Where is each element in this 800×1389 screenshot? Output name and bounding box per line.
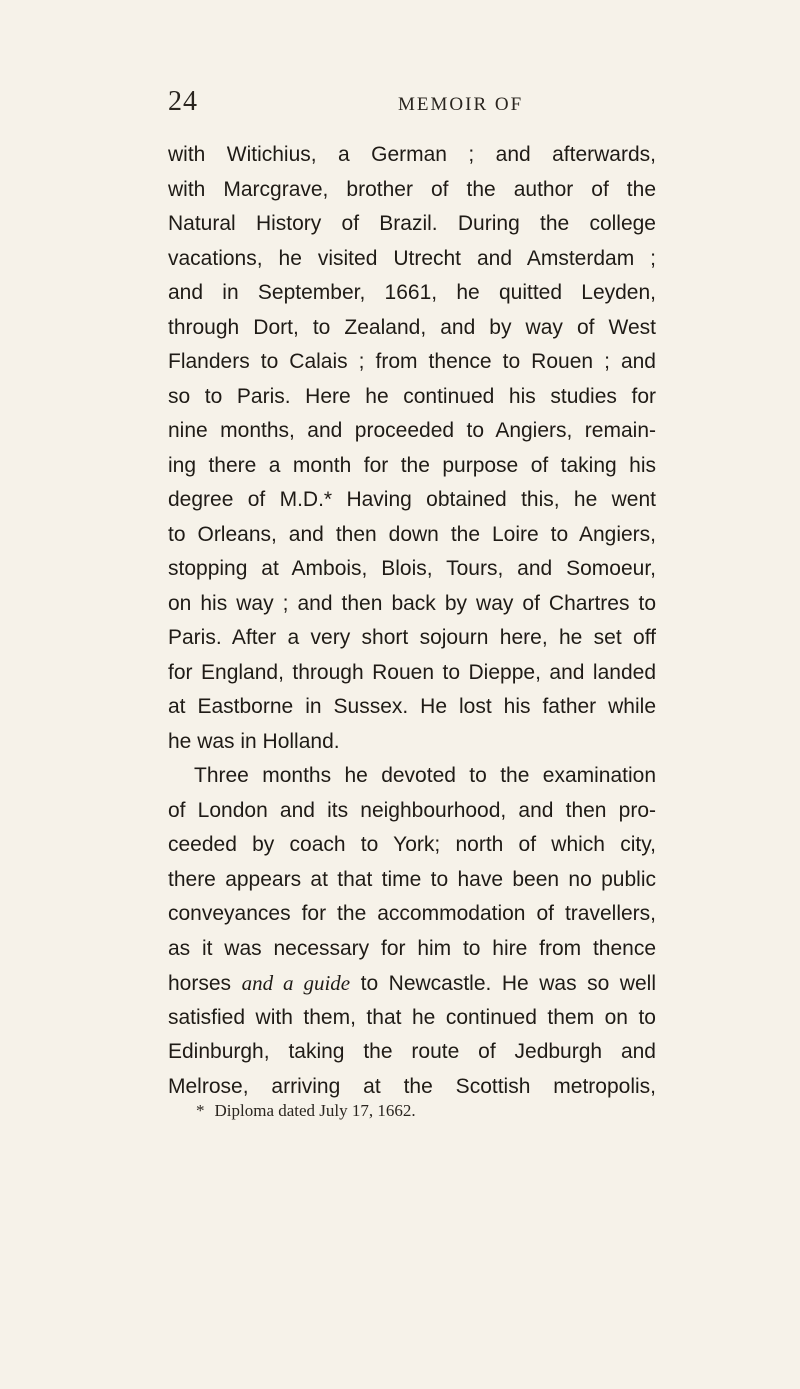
text-line: conveyances for the accommodation of travellers, [168,902,656,925]
text-line: of London and its neighbourhood, and then pro- [168,798,656,822]
text-line: nine months, and proceeded to Angiers, remain- [168,419,656,442]
text-segment: to Newcastle. He was so well [350,972,656,995]
text-line: Edinburgh, taking the route of Jedburgh and [168,1040,656,1063]
text-line: as it was necessary for him to hire from thence [168,936,656,960]
body-text [168,138,656,1104]
text-line: stopping at Ambois, Blois, Tours, and Somoeur, [168,557,656,580]
text-line: so to Paris. Here he continued his studies for [168,384,656,408]
text-line: Flanders to Calais ; from thence to Rouen ; and [168,350,656,373]
text-line: and in September, 1661, he quitted Leyden, [168,281,656,304]
text-line: at Eastborne in Sussex. He lost his father while [168,695,656,718]
text-segment: horses [168,972,242,995]
italic-phrase: and a guide [241,971,351,995]
text-line: degree of M.D.* Having obtained this, he went [168,488,656,511]
text-line: through Dort, to Zealand, and by way of West [168,315,656,339]
text-line: ceeded by coach to York; north of which city, [168,833,656,856]
text-line: for England, through Rouen to Dieppe, and landed [168,660,656,684]
text-line: on his way ; and then back by way of Chartres to [168,591,656,615]
text-line: vacations, he visited Utrecht and Amsterdam ; [168,246,656,270]
text-line: satisfied with them, that he continued them on to [168,1005,656,1029]
text-line-paragraph-start: Three months he devoted to the examination [194,764,656,787]
text-line: Melrose, arriving at the Scottish metropolis, [168,1074,656,1098]
footnote [196,1101,666,1121]
footnote-mark: * [196,1101,205,1120]
text-line: there appears at that time to have been no public [168,867,656,891]
text-line: Natural History of Brazil. During the college [168,212,656,235]
text-line-with-italic [168,966,656,1001]
page-number: 24 [168,86,198,117]
text-line: Paris. After a very short sojourn here, he set off [168,626,656,649]
text-line: ing there a month for the purpose of taking his [168,453,656,477]
running-head: MEMOIR OF [398,94,524,115]
text-line: with Witichius, a German ; and afterwards, [168,143,656,166]
page-header [0,86,800,126]
text-line: with Marcgrave, brother of the author of the [168,177,656,201]
footnote-text: Diploma dated July 17, 1662. [214,1101,416,1120]
text-line: to Orleans, and then down the Loire to Angiers, [168,522,656,546]
text-line-paragraph-end: he was in Holland. [168,729,340,753]
